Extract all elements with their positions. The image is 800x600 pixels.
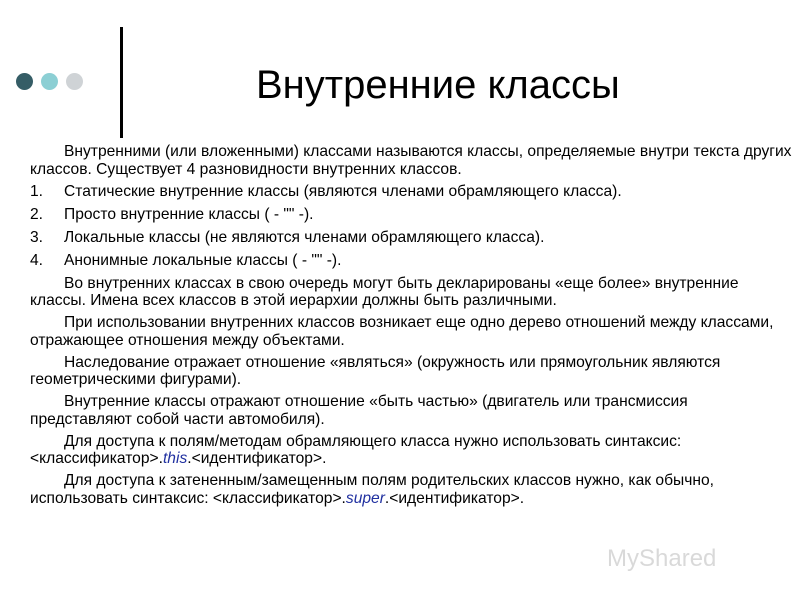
list-item-text: Локальные классы (не являются членами обрамляющего класса). <box>64 228 545 246</box>
access-this-text: Для доступа к полям/методам обрамляющего класса нужно использовать синтаксис: <классификатор>. <box>30 432 682 467</box>
title-divider <box>120 27 123 138</box>
access-this-paragraph <box>30 433 792 468</box>
list-item-number: 2. <box>30 205 44 223</box>
intro-paragraph: Внутренними (или вложенными) классами называются классы, определяемые внутри текста других классов. Существует 4 разновидности внутренних классов. <box>30 143 792 178</box>
dot-gray-icon <box>66 73 83 90</box>
relations-tree-paragraph: При использовании внутренних классов возникает еще одно дерево отношений между классами, отражающее отношения между объектами. <box>30 314 774 349</box>
access-this-tail: .<идентификатор>. <box>187 450 327 467</box>
list-item-text: Просто внутренние классы ( - "" -). <box>64 205 314 223</box>
dot-light-icon <box>41 73 58 90</box>
this-keyword: this <box>162 450 188 467</box>
list-item <box>30 229 792 247</box>
list-item-number: 4. <box>30 251 44 269</box>
nested-classes-paragraph: Во внутренних классах в свою очередь могут быть декларированы «еще более» внутренние классы. Имена всех классов в этой иерархии должны быть различными. <box>30 274 739 309</box>
list-item-number: 3. <box>30 228 44 246</box>
watermark-logo: MyShared <box>607 545 717 572</box>
list-item-text: Статические внутренние классы (являются членами обрамляющего класса). <box>64 182 622 200</box>
access-super-tail: .<идентификатор>. <box>384 489 525 507</box>
slide-title: Внутренние классы <box>256 63 620 107</box>
access-super-paragraph <box>30 472 792 507</box>
list-item <box>30 183 792 201</box>
list-item <box>30 206 792 224</box>
dot-dark-icon <box>16 73 33 90</box>
list-item <box>30 252 792 270</box>
list-item-text: Анонимные локальные классы ( - "" -). <box>64 251 342 269</box>
super-keyword: super <box>345 489 385 507</box>
decorative-dots <box>16 73 83 90</box>
inheritance-paragraph: Наследование отражает отношение «являться» (окружность или прямоугольник являются геометрическими фигурами). <box>30 353 721 388</box>
slide-body <box>30 143 792 512</box>
part-of-paragraph: Внутренние классы отражают отношение «быть частью» (двигатель или трансмиссия представляют собой части автомобиля). <box>30 393 688 428</box>
access-super-text: Для доступа к затененным/замещенным полям родительских классов нужно, как обычно, использовать синтаксис: <классификатор>. <box>30 472 714 507</box>
list-item-number: 1. <box>30 182 44 200</box>
